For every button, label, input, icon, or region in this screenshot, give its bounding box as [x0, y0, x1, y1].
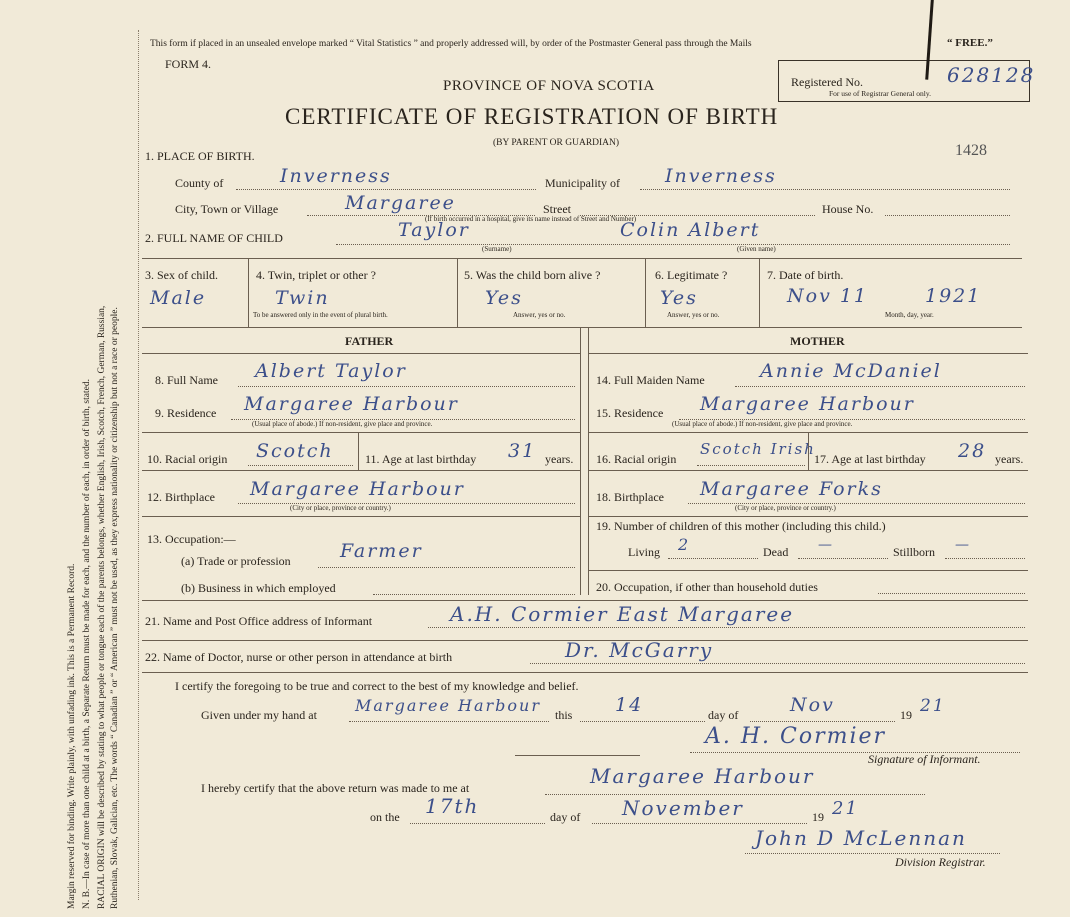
document-title: CERTIFICATE OF REGISTRATION OF BIRTH	[285, 104, 779, 129]
year-prefix: 19	[900, 708, 912, 722]
mother-birthplace-label: 18. Birthplace	[596, 490, 664, 504]
father-occupation-label: 13. Occupation:—	[147, 532, 236, 546]
margin-note-4: Ruthenian, Slovak, Galician, etc. The words “ Canadian ” or “ American ” must not be used, as they express nationality or citizenship but not a race or people.	[110, 307, 120, 909]
day-of-label: day of	[708, 708, 739, 722]
father-racial-label: 10. Racial origin	[147, 452, 228, 466]
twin-note: To be answered only in the event of plural birth.	[253, 311, 388, 319]
child-surname: Taylor	[398, 219, 470, 241]
city-value: Margaree	[345, 192, 456, 214]
stillborn-value: —	[955, 537, 971, 553]
mother-name-label: 14. Full Maiden Name	[596, 373, 705, 387]
return-month-value: November	[622, 796, 744, 820]
mother-racial-label: 16. Racial origin	[596, 452, 677, 466]
margin-note-1: Margin reserved for binding. Write plainly, with unfading ink. This is a Permanent Record.	[67, 563, 77, 909]
document-subtitle: (BY PARENT OR GUARDIAN)	[493, 138, 620, 148]
hospital-note: (If birth occurred in a hospital, give its name instead of Street and Number)	[425, 215, 637, 223]
given-year-value: 21	[920, 696, 946, 716]
mother-residence-label: 15. Residence	[596, 406, 664, 420]
stillborn-label: Stillborn	[893, 545, 936, 559]
given-place-value: Margaree Harbour	[355, 696, 541, 715]
mother-age-value: 28	[958, 440, 987, 462]
mother-birthplace-value: Margaree Forks	[700, 478, 883, 500]
mother-residence-value: Margaree Harbour	[700, 393, 915, 415]
informant-signature: A. H. Cormier	[705, 724, 887, 749]
twin-label: 4. Twin, triplet or other ?	[256, 268, 376, 282]
county-label: County of	[175, 176, 224, 190]
sex-value: Male	[150, 287, 207, 309]
return-year-prefix: 19	[812, 810, 824, 824]
father-name-value: Albert Taylor	[255, 360, 407, 382]
postal-notice: This form if placed in an unsealed envelope marked “ Vital Statistics ” and properly addressed will, by order of the Postmaster General pass through the Mails	[150, 39, 752, 49]
father-heading: FATHER	[345, 334, 394, 348]
page-number: 1428	[955, 142, 987, 159]
father-birthplace-value: Margaree Harbour	[250, 478, 465, 500]
certify-statement: I certify the foregoing to be true and correct to the best of my knowledge and belief.	[175, 679, 579, 693]
registration-box	[778, 60, 1036, 102]
father-residence-label: 9. Residence	[155, 406, 217, 420]
father-birthplace-note: (City or place, province or country.)	[290, 504, 391, 512]
margin-fold-line	[138, 30, 139, 900]
dob-year: 1921	[925, 285, 982, 307]
mother-racial-value: Scotch Irish	[700, 440, 816, 458]
surname-note: (Surname)	[482, 245, 512, 253]
dead-label: Dead	[763, 545, 789, 559]
mother-years-label: years.	[995, 452, 1024, 466]
house-no-label: House No.	[822, 202, 874, 216]
doctor-label: 22. Name of Doctor, nurse or other person in attendance at birth	[145, 650, 453, 664]
father-business-label: (b) Business in which employed	[181, 581, 336, 595]
informant-signature-label: Signature of Informant.	[868, 752, 981, 766]
born-alive-value: Yes	[485, 287, 523, 309]
father-birthplace-label: 12. Birthplace	[147, 490, 215, 504]
living-value: 2	[678, 535, 691, 554]
mother-name-value: Annie McDaniel	[760, 360, 942, 382]
free-label: “ FREE.”	[947, 37, 993, 49]
given-under-label: Given under my hand at	[201, 708, 317, 722]
mother-age-label: 17. Age at last birthday	[814, 452, 926, 466]
province-heading: PROVINCE OF NOVA SCOTIA	[443, 78, 655, 94]
mother-residence-note: (Usual place of abode.) If non-resident, give place and province.	[672, 420, 853, 428]
father-trade-value: Farmer	[340, 540, 423, 562]
child-given-name: Colin Albert	[620, 219, 761, 241]
twin-value: Twin	[275, 287, 330, 309]
dob-note: Month, day, year.	[885, 311, 934, 319]
margin-note-3: RACIAL ORIGIN will be described by stating to what people or tongue each of the parents belongs, whether English, Irish, Scotch, French, German, Russian,	[97, 305, 107, 909]
registered-number: 628128	[947, 63, 1036, 87]
return-day-of-label: day of	[550, 810, 581, 824]
return-day-value: 17th	[425, 794, 480, 818]
child-name-label: 2. FULL NAME OF CHILD	[145, 231, 283, 245]
registrar-note: For use of Registrar General only.	[829, 89, 931, 98]
father-name-label: 8. Full Name	[155, 373, 218, 387]
doctor-value: Dr. McGarry	[565, 638, 714, 662]
father-residence-note: (Usual place of abode.) If non-resident, give place and province.	[252, 420, 433, 428]
sex-label: 3. Sex of child.	[145, 268, 218, 282]
born-alive-label: 5. Was the child born alive ?	[464, 268, 601, 282]
father-trade-label: (a) Trade or profession	[181, 554, 291, 568]
mother-occupation-label: 20. Occupation, if other than household duties	[596, 580, 818, 594]
dob-value: Nov 11	[787, 285, 869, 307]
registered-label: Registered No.	[791, 75, 863, 89]
father-residence-value: Margaree Harbour	[244, 393, 459, 415]
street-label: Street	[543, 202, 571, 216]
this-label: this	[555, 708, 573, 722]
division-registrar-label: Division Registrar.	[895, 855, 986, 869]
county-value: Inverness	[280, 165, 392, 187]
form-number: FORM 4.	[165, 57, 212, 71]
return-place-value: Margaree Harbour	[590, 764, 815, 788]
children-count-label: 19. Number of children of this mother (including this child.)	[596, 519, 886, 533]
informant-label: 21. Name and Post Office address of Informant	[145, 614, 373, 628]
on-the-label: on the	[370, 810, 400, 824]
legitimate-value: Yes	[660, 287, 698, 309]
informant-value: A.H. Cormier East Margaree	[450, 602, 795, 626]
father-age-label: 11. Age at last birthday	[365, 452, 477, 466]
legitimate-label: 6. Legitimate ?	[655, 268, 728, 282]
father-racial-value: Scotch	[256, 440, 334, 462]
municipality-label: Municipality of	[545, 176, 620, 190]
dob-label: 7. Date of birth.	[767, 268, 844, 282]
municipality-value: Inverness	[665, 165, 777, 187]
mother-heading: MOTHER	[790, 334, 845, 348]
binding-margin	[62, 0, 140, 917]
margin-note-2: N. B.—In case of more than one child at a birth, a Separate Return must be made for each, and the number of each, in order of birth, stated.	[82, 379, 92, 909]
city-label: City, Town or Village	[175, 202, 279, 216]
father-age-value: 31	[508, 440, 537, 462]
dead-value: —	[818, 537, 834, 553]
return-made-label: I hereby certify that the above return was made to me at	[201, 781, 470, 795]
mother-birthplace-note: (City or place, province or country.)	[735, 504, 836, 512]
place-of-birth-label: 1. PLACE OF BIRTH.	[145, 149, 255, 163]
return-year-value: 21	[832, 798, 859, 819]
living-label: Living	[628, 545, 660, 559]
given-month-value: Nov	[790, 694, 835, 716]
given-day-value: 14	[615, 694, 644, 716]
given-name-note: (Given name)	[737, 245, 776, 253]
father-years-label: years.	[545, 452, 574, 466]
registrar-signature: John D McLennan	[755, 826, 967, 850]
legitimate-note: Answer, yes or no.	[667, 311, 720, 319]
born-alive-note: Answer, yes or no.	[513, 311, 566, 319]
